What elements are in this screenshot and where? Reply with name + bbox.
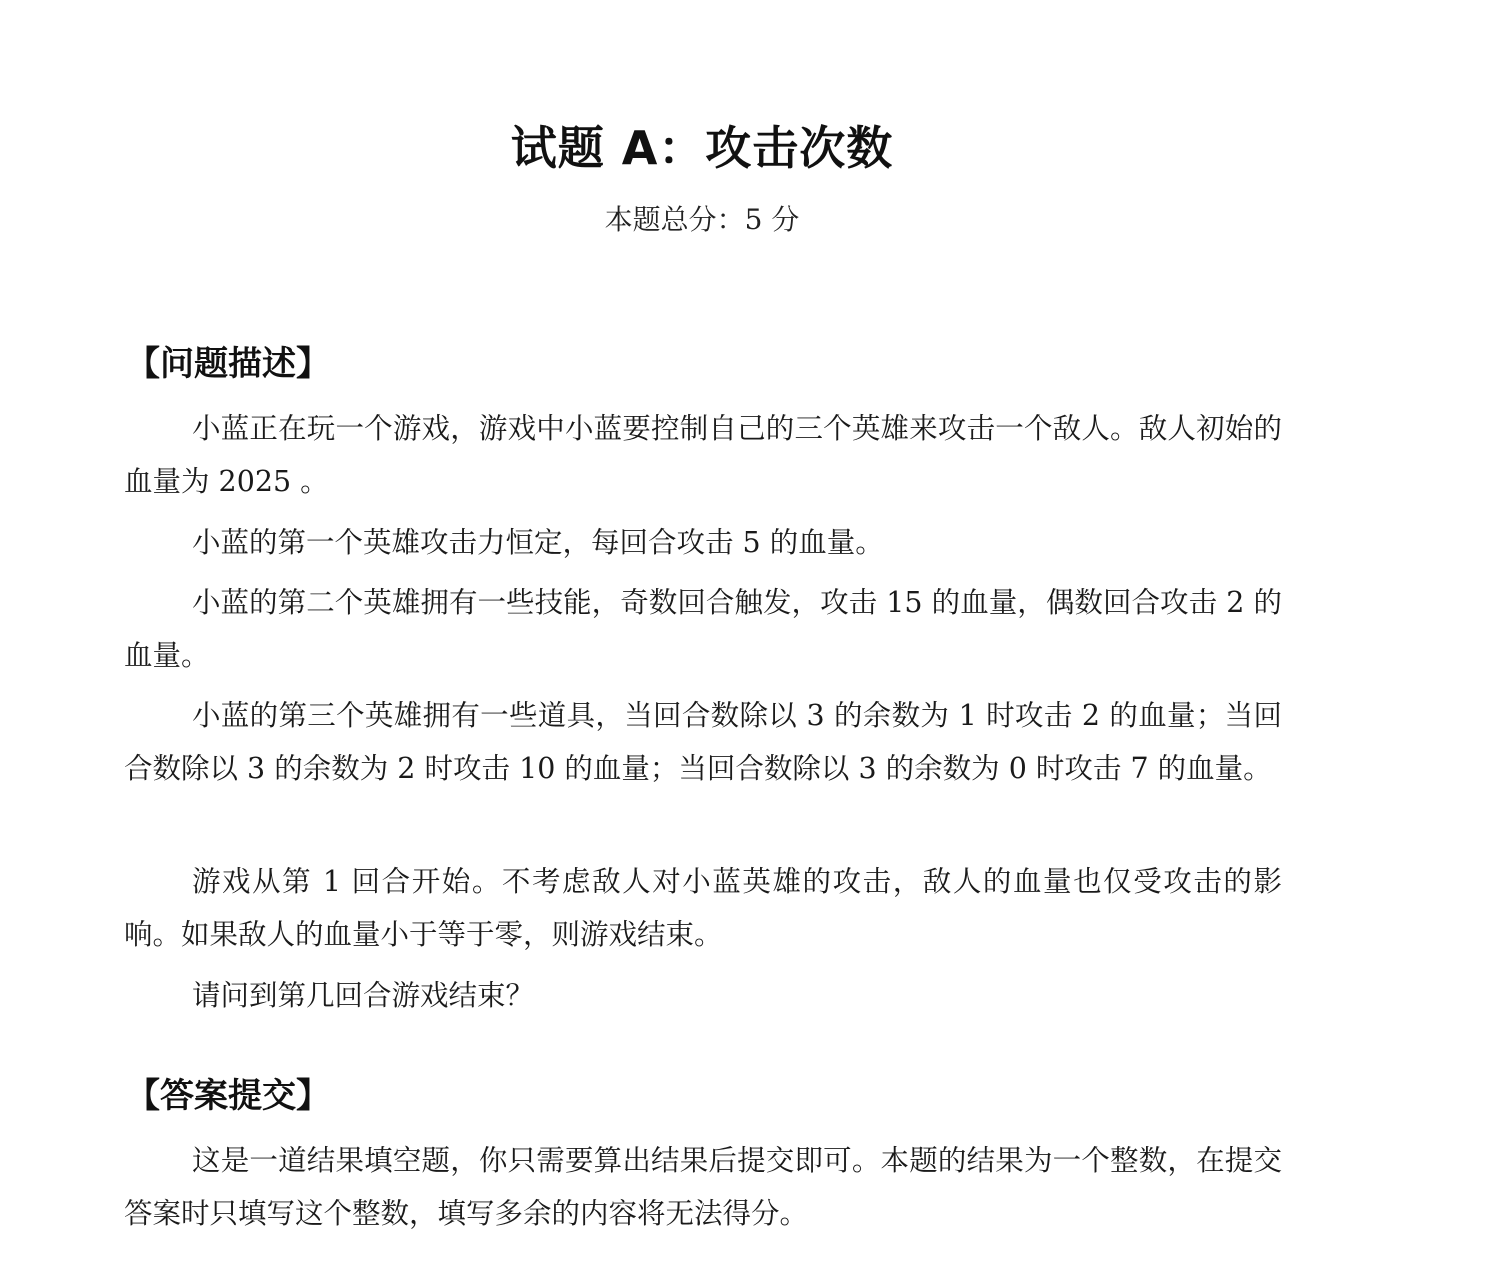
problem-paragraph-5: 游戏从第 1 回合开始。不考虑敌人对小蓝英雄的攻击，敌人的血量也仅受攻击的影响。如果敌人的血量小于等于零，则游戏结束。	[124, 865, 1282, 951]
problem-paragraph-4: 小蓝的第三个英雄拥有一些道具，当回合数除以 3 的余数为 1 时攻击 2 的血量；当回合数除以 3 的余数为 2 时攻击 10 的血量；当回合数除以 3 的余数为 0 时攻击 7 的血量。	[124, 699, 1282, 785]
problem-description-heading: 【问题描述】	[126, 344, 330, 384]
problem-paragraph-2: 小蓝的第一个英雄攻击力恒定，每回合攻击 5 的血量。	[192, 526, 884, 559]
answer-submission-heading: 【答案提交】	[126, 1076, 330, 1116]
problem-paragraph-3: 小蓝的第二个英雄拥有一些技能，奇数回合触发，攻击 15 的血量，偶数回合攻击 2 的血量。	[124, 586, 1282, 672]
problem-score: 本题总分：5 分	[604, 203, 800, 236]
answer-paragraph: 这是一道结果填空题，你只需要算出结果后提交即可。本题的结果为一个整数，在提交答案时只填写这个整数，填写多余的内容将无法得分。	[124, 1144, 1282, 1230]
problem-paragraph-1: 小蓝正在玩一个游戏，游戏中小蓝要控制自己的三个英雄来攻击一个敌人。敌人初始的血量为 2025 。	[124, 412, 1282, 498]
problem-title: 试题 A：攻击次数	[510, 121, 894, 175]
problem-paragraph-6: 请问到第几回合游戏结束？	[192, 979, 535, 1012]
